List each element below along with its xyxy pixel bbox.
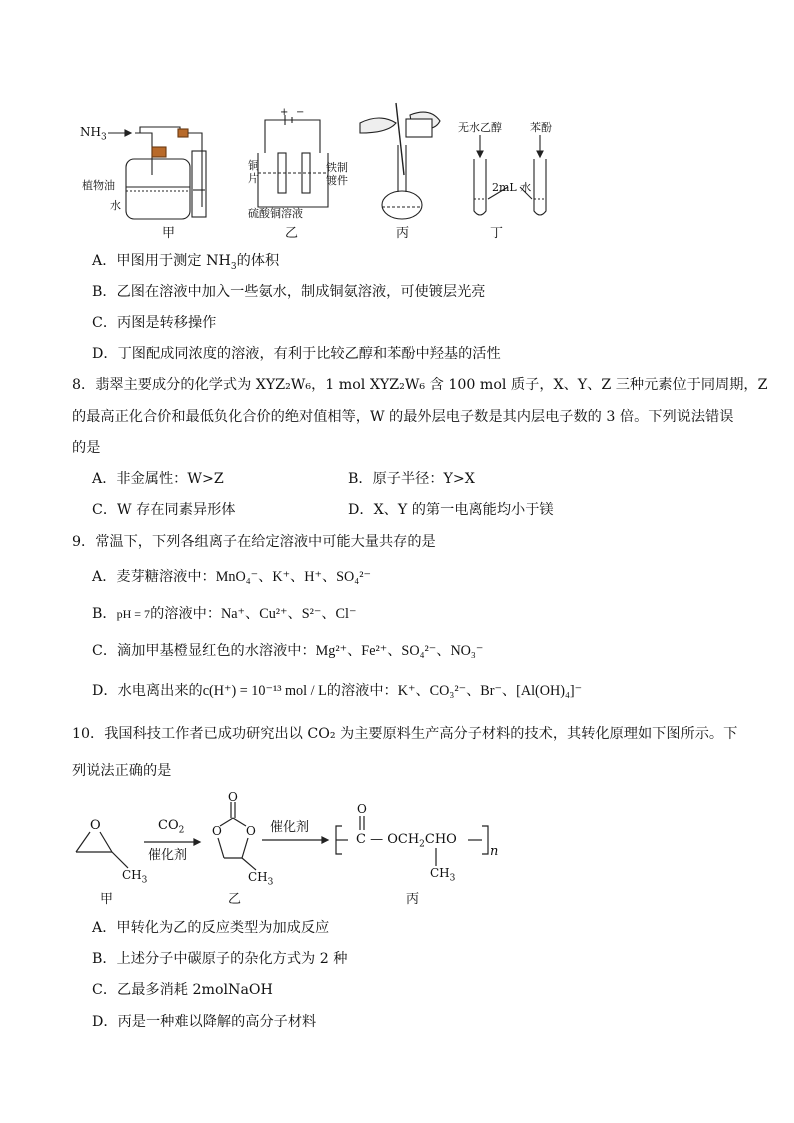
q10-option-b: B．上述分子中碳原子的杂化方式为 2 种 [92,951,348,967]
ring-o-right: O [246,824,256,838]
q8-option-c: C．W 存在同素异形体 [92,502,236,518]
polymer-chain: C — $OCH_2CHO$ [356,832,457,850]
water-label: 水 [110,199,121,212]
q10-option-d: D．丙是一种难以降解的高分子材料 [92,1014,317,1030]
plus-label: + [280,107,289,118]
epoxide-o: O [90,818,101,833]
q7-option-c: C．丙图是转移操作 [92,315,217,331]
catalyst-2: 催化剂 [270,820,310,835]
q8-option-d: D．X、Y 的第一电离能均小于镁 [348,502,554,518]
volume-label: 2mL 水 [492,181,532,194]
polymer-ch3: $CH_3$ [430,866,456,884]
carbonyl-o: O [228,790,238,804]
q9-stem: 9．常温下，下列各组离子在给定溶液中可能大量共存的是 [72,534,436,550]
reagent-catalyst: 催化剂 [148,848,188,863]
epoxide-ch3: $CH_3$ [122,868,148,886]
q7-option-a: A．甲图用于测定 $NH_3$的体积 [92,253,280,272]
ring-o-left: O [212,824,222,838]
q7-option-d: D．丁图配成同浓度的溶液，有利于比较乙醇和苯酚中羟基的活性 [92,346,501,362]
caption-a: 甲 [162,226,176,241]
ethanol-label: 无水乙醇 [458,121,502,134]
label-jia: 甲 [100,892,114,907]
carbonate-ch3: $CH_3$ [248,870,274,888]
q10-stem-line1: 10．我国科技工作者已成功研究出以 CO₂ 为主要原料生产高分子材料的技术，其转化原理如下图所示。下 [72,726,738,742]
apparatus-drawing [80,95,560,240]
oil-label: 植物油 [82,179,115,192]
copper-label: 铜 片 [248,159,259,185]
polymer-n: n [490,844,499,859]
q7-option-b: B．乙图在溶液中加入一些氨水，制成铜氨溶液，可使镀层光亮 [92,284,486,300]
reaction-scheme [70,790,530,905]
q8-stem-line3: 的是 [72,440,101,456]
apparatus-figure [80,95,560,240]
caption-c: 丙 [396,226,410,241]
q8-stem-line2: 的最高正化合价和最低负化合价的绝对值相等，W 的最外层电子数是其内层电子数的 3 倍。下列说法错误 [72,409,734,425]
q8-stem-line1: 8．翡翠主要成分的化学式为 XYZ₂W₆，1 mol XYZ₂W₆ 含 100 mol 质子，X、Y、Z 三种元素位于同周期，Z [72,377,768,393]
q9-option-b: B．pH = 7的溶液中：Na⁺、Cu²⁺、S²⁻、Cl⁻ [92,606,357,622]
nh3-label: $NH_3$ [80,125,107,143]
q9-option-d: D．水电离出来的c(H⁺) = 10⁻¹³ mol / L的溶液中：K⁺、CO₃²⁻、Br⁻、[Al(OH)₄]⁻ [92,683,583,699]
q10-option-a: A．甲转化为乙的反应类型为加成反应 [92,920,330,936]
q8-option-b: B．原子半径：Y>X [348,471,475,487]
q9-option-c: C．滴加甲基橙显红色的水溶液中：Mg²⁺、Fe²⁺、SO₄²⁻、NO₃⁻ [92,643,484,659]
q10-stem-line2: 列说法正确的是 [72,763,172,779]
reaction-drawing [70,790,530,905]
minus-label: − [296,107,305,118]
label-bing: 丙 [406,892,420,907]
phenol-label: 苯酚 [530,121,552,134]
solution-label: 硫酸铜溶液 [248,207,303,220]
iron-label: 铁制 镀件 [326,161,348,187]
caption-b: 乙 [285,226,299,241]
caption-d: 丁 [490,226,504,241]
q8-option-a: A．非金属性：W>Z [92,471,224,487]
q9-option-a: A．麦芽糖溶液中：MnO₄⁻、K⁺、H⁺、SO₄²⁻ [92,569,371,585]
label-yi: 乙 [228,892,242,907]
polymer-o: O [357,802,367,816]
reagent-co2: $CO_2$ [158,818,185,836]
q10-option-c: C．乙最多消耗 2molNaOH [92,982,273,998]
